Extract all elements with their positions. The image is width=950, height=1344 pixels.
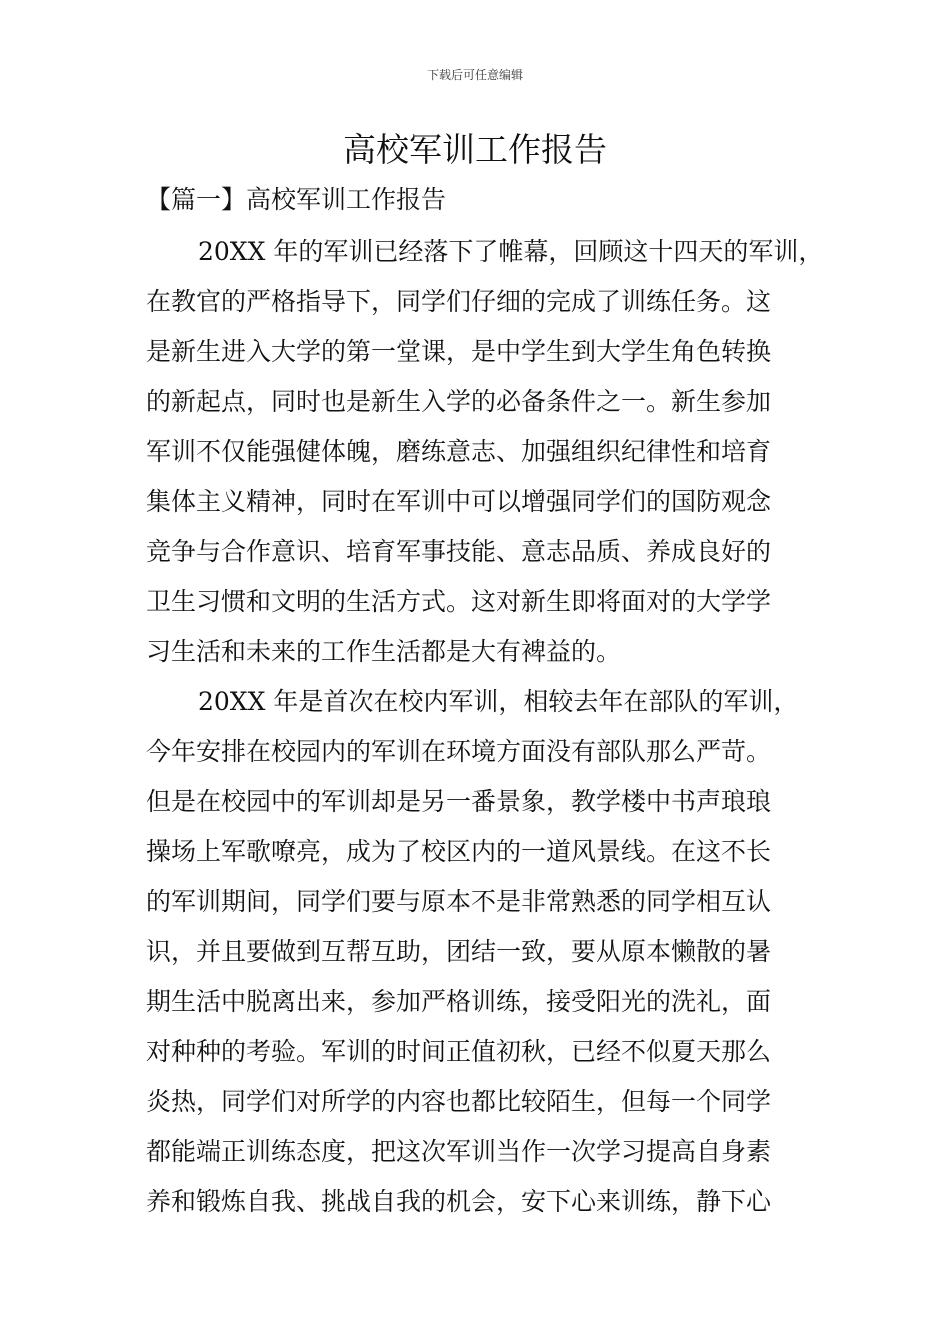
paragraph xyxy=(146,677,808,1227)
paragraph-line: 炎热，同学们对所学的内容也都比较陌生，但每一个同学 xyxy=(146,1087,772,1116)
paragraph-line: 集体主义精神，同时在军训中可以增强同学们的国防观念 xyxy=(146,487,772,516)
paragraph-line: 养和锻炼自我、挑战自我的机会，安下心来训练，静下心 xyxy=(146,1187,772,1216)
paragraph-line: 识，并且要做到互帮互助，团结一致，要从原本懒散的暑 xyxy=(146,937,772,966)
document-title: 高校军训工作报告 xyxy=(343,130,607,169)
paragraph-line: 操场上军歌嘹亮，成为了校区内的一道风景线。在这不长 xyxy=(146,837,772,866)
paragraph-line: 是新生进入大学的第一堂课，是中学生到大学生角色转换 xyxy=(146,337,772,366)
paragraph-line: 习生活和未来的工作生活都是大有裨益的。 xyxy=(146,637,622,666)
paragraph-line: 但是在校园中的军训却是另一番景象，教学楼中书声琅琅 xyxy=(146,787,772,816)
paragraph-line: 20XX 年是首次在校内军训，相较去年在部队的军训， xyxy=(198,687,799,716)
header-note: 下载后可任意编辑 xyxy=(426,68,523,82)
document-body xyxy=(146,227,824,1227)
paragraph-line: 期生活中脱离出来，参加严格训练，接受阳光的洗礼，面 xyxy=(146,987,772,1016)
section-heading: 【篇一】高校军训工作报告 xyxy=(146,185,447,214)
paragraph-line: 的新起点，同时也是新生入学的必备条件之一。新生参加 xyxy=(146,387,772,416)
paragraph-line: 的军训期间，同学们要与原本不是非常熟悉的同学相互认 xyxy=(146,887,772,916)
paragraph-line: 20XX 年的军训已经落下了帷幕，回顾这十四天的军训， xyxy=(198,237,824,266)
paragraph-line: 军训不仅能强健体魄，磨练意志、加强组织纪律性和培育 xyxy=(146,437,772,466)
paragraph-line: 竞争与合作意识、培育军事技能、意志品质、养成良好的 xyxy=(146,537,772,566)
paragraph-line: 今年安排在校园内的军训在环境方面没有部队那么严苛。 xyxy=(146,737,772,766)
paragraph-line: 卫生习惯和文明的生活方式。这对新生即将面对的大学学 xyxy=(146,587,772,616)
paragraph-line: 在教官的严格指导下，同学们仔细的完成了训练任务。这 xyxy=(146,287,772,316)
paragraph-line: 对种种的考验。军训的时间正值初秋，已经不似夏天那么 xyxy=(146,1037,772,1066)
paragraph-line: 都能端正训练态度，把这次军训当作一次学习提高自身素 xyxy=(146,1137,772,1166)
paragraph xyxy=(146,227,824,677)
